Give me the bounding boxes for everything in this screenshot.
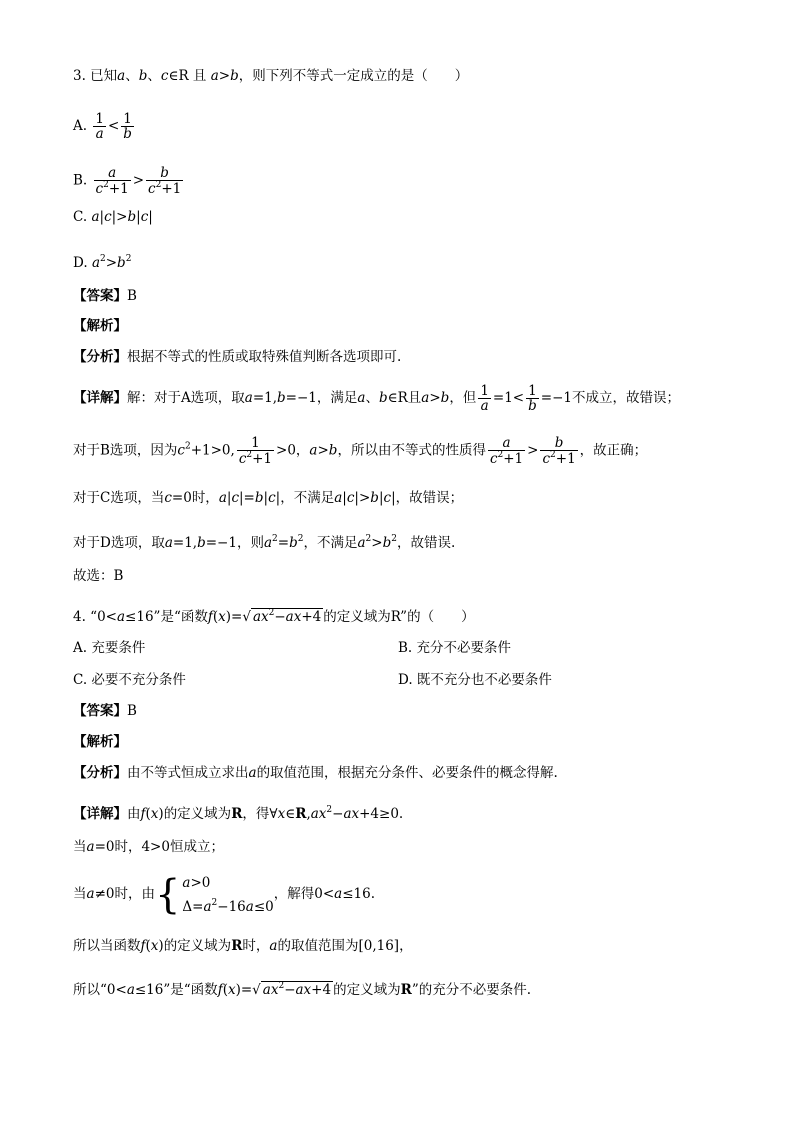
q3-xiangjie-line3: 对于C选项，当c=0时，a|c|=b|c|，不满足a|c|>b|c|，故错误； — [73, 490, 464, 506]
q4-l1b: 的定义域为 — [163, 806, 232, 822]
q3-fenxi-text: 根据不等式的性质或取特殊值判断各选项即可. — [127, 349, 402, 365]
q4-xiangjie-line5: 所以“0<a≤16”是“函数f(x)=√ $ax^2-ax+4$ 的定义域为R”的充分不必要条件. — [73, 981, 532, 998]
q3-l4c: ，不满足 — [303, 535, 358, 551]
q3-option-a-label: A. — [73, 118, 88, 135]
q3-stem-pre: 已知 — [90, 68, 118, 84]
q3-stem: 3. 已知a、b、c∈R 且 a>b，则下列不等式一定成立的是（ ） — [73, 68, 469, 84]
q3-answer-label: 【答案】 — [73, 288, 127, 304]
q4-l4b: 的定义域为 — [163, 938, 232, 954]
q3-l2b: ，所以由不等式的性质得 — [337, 442, 486, 459]
q4-l3c: ，解得 — [273, 886, 315, 902]
q3-guxuan: 故选：B — [73, 568, 124, 584]
q4-l5a: 所以“ — [73, 982, 107, 998]
q3-l1d: 不成立，故错误； — [572, 390, 680, 407]
q3-option-a: A. $\frac{1}{a}$ < $\frac{1}{b}$ — [73, 111, 132, 143]
q4-fenxi: 【分析】由不等式恒成立求出a的取值范围，根据充分条件、必要条件的概念得解. — [73, 765, 558, 781]
q4-l5d: ”的充分不必要条件. — [411, 982, 532, 998]
q3-l1b: ，满足 — [316, 390, 358, 407]
q4-l2b: 时，4>0恒成立； — [114, 839, 224, 855]
q3-l3b: 时， — [191, 490, 219, 506]
q4-xiangjie-label: 【详解】 — [73, 806, 127, 822]
q4-option-d: D. 既不充分也不必要条件 — [398, 672, 552, 688]
q3-xiangjie-line4: 对于D选项，取a=1,b=−1，则$a^2=b^2$，不满足$a^2>b^2$，故错误. — [73, 534, 456, 551]
q3-option-d: D. $a^2>b^2$ — [73, 254, 132, 271]
q3-l4b: ，则 — [236, 535, 264, 551]
q4-fenxi-a: 由不等式恒成立求出 — [127, 765, 249, 781]
q3-stem-post: ，则下列不等式一定成立的是（ ） — [238, 68, 469, 84]
q4-xiangjie-line1: 【详解】由f(x)的定义域为R，得$\forall x\in R,ax^2-ax+4\ge 0$. — [73, 805, 404, 822]
q3-xiangjie-label: 【详解】 — [73, 390, 127, 407]
q4-l4d: 的取值范围为 — [277, 938, 359, 954]
q4-analysis-label: 【解析】 — [73, 734, 127, 750]
q4-option-c: C. 必要不充分条件 — [73, 672, 186, 688]
q3-number: 3. — [73, 68, 91, 84]
q4-l4a: 所以当函数 — [73, 938, 141, 954]
q4-option-a: A. 充要条件 — [73, 640, 146, 656]
q4-fenxi-label: 【分析】 — [73, 765, 127, 781]
q3-l3d: ，故错误； — [395, 490, 464, 506]
q3-stem-mid: 且 — [188, 68, 211, 84]
q3-answer — [73, 286, 754, 306]
q3-xiangjie-line1: 【详解】解：对于A选项，取a=1,b=−1，满足a、b∈R且a>b，但 $\frac{1}{a}$ =1< $\frac{1}{b}$ =−1不成立，故错误； — [73, 383, 680, 415]
q3-analysis — [73, 316, 754, 336]
q4-l5c: 的定义域为 — [333, 982, 401, 998]
q4-l4c: 时， — [242, 938, 270, 954]
q3-l4d: ，故错误. — [396, 535, 456, 551]
q3-xiangjie-line2: 对于B选项，因为$c^2+1>0$, $\frac{1}{c^2+1}$ >0，a>b，所以由不等式的性质得 $\frac{a}{c^2+1}$ > $\frac{b}{c^2+1}$ ，故正确； — [73, 435, 648, 468]
q3-l2a: 对于B选项，因为 — [73, 442, 178, 459]
q4-answer-value: B — [127, 703, 137, 719]
q4-stem-a: “ — [90, 609, 98, 625]
q4-l1a: 由 — [127, 806, 141, 822]
q3-l3c: ，不满足 — [280, 490, 335, 506]
q3-fenxi — [73, 347, 754, 367]
q3-l3a: 对于C选项，当 — [73, 490, 165, 506]
q3-fenxi-label: 【分析】 — [73, 349, 127, 365]
q3-option-d-label: D. — [73, 255, 88, 271]
q3-l1c: ，但 — [449, 390, 477, 407]
q4-options-row1 — [73, 638, 754, 658]
q3-option-c-label: C. — [73, 209, 88, 225]
q4-l2a: 当 — [73, 839, 87, 855]
q4-l1c: ，得 — [242, 806, 270, 822]
q3-option-c: C. a|c|>b|c| — [73, 209, 153, 225]
q4-option-b: B. 充分不必要条件 — [398, 640, 512, 656]
q3-l2c: ，故正确； — [579, 442, 648, 459]
q4-l3b: 时，由 — [114, 886, 155, 902]
q4-stem: 4. “0<a≤16”是“函数f(x)=√ $ax^2-ax+4$ 的定义域为R”的（ ） — [73, 608, 475, 625]
q4-answer — [73, 701, 754, 721]
q4-l5b: ”是“函数 — [163, 982, 218, 998]
q4-number: 4. — [73, 609, 91, 625]
q4-analysis — [73, 732, 754, 752]
q4-stem-b: ”是“函数 — [153, 609, 208, 625]
q4-xiangjie-line4: 所以当函数f(x)的定义域为R时，a的取值范围为[0,16]， — [73, 938, 413, 954]
q3-answer-value: B — [127, 288, 137, 304]
q4-xiangjie-line2: 当a=0时，4>0恒成立； — [73, 839, 224, 855]
q4-answer-label: 【答案】 — [73, 703, 127, 719]
q3-option-b: B. $\frac{a}{c^2+1}$ > $\frac{b}{c^2+1}$ — [73, 165, 182, 198]
q4-fenxi-b: 的取值范围，根据充分条件、必要条件的概念得解. — [256, 765, 558, 781]
q3-option-b-label: B. — [73, 172, 88, 189]
q3-l1a: 解：对于A选项，取 — [127, 390, 245, 407]
q3-analysis-label: 【解析】 — [73, 318, 127, 334]
q4-stem-c: 的定义域为R”的（ ） — [323, 609, 475, 625]
q4-options-row2 — [73, 670, 754, 690]
q4-xiangjie-line3: 当a≠0时，由{ a>0 $\Delta=a^2-16a\le 0$，解得0<a≤16. — [73, 871, 375, 918]
q3-l4a: 对于D选项，取 — [73, 535, 165, 551]
q3-conclusion — [73, 566, 754, 586]
q4-l3a: 当 — [73, 886, 87, 902]
